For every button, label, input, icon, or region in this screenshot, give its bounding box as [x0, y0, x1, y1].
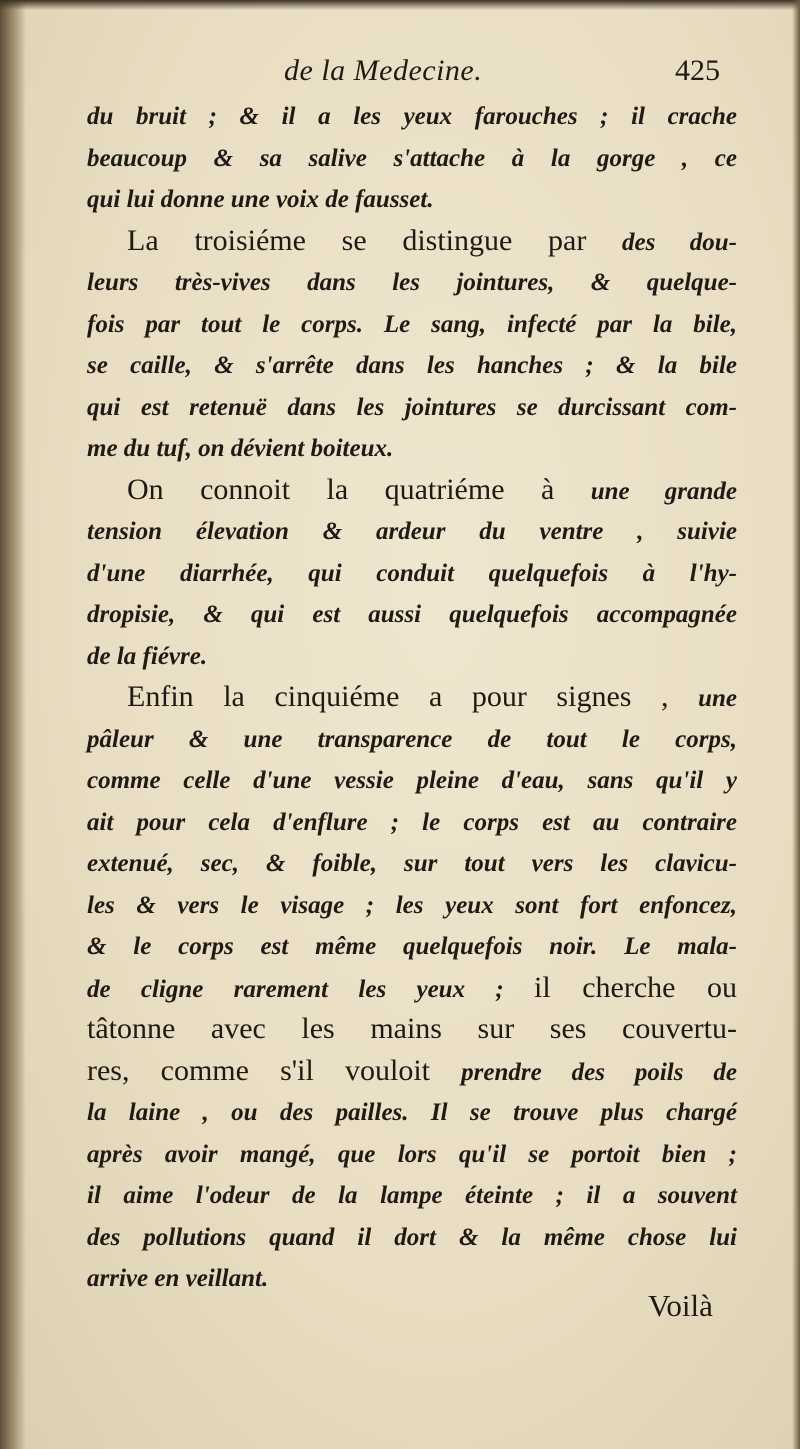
text-line	[87, 884, 737, 926]
text-line	[87, 261, 737, 303]
italic-text-segment: prendre des poils de	[461, 1058, 737, 1086]
italic-text-segment: tension élevation & ardeur du ventre , suivie	[87, 518, 737, 545]
italic-text-segment: qui lui donne une voix de fausset.	[87, 186, 434, 213]
text-line	[87, 925, 737, 967]
text-line	[87, 759, 737, 801]
italic-text-segment: & le corps est même quelquefois noir. Le mala-	[87, 933, 737, 960]
text-line	[87, 510, 737, 552]
text-line	[87, 1257, 737, 1299]
roman-text-segment: res, comme s'il vouloit	[87, 1053, 462, 1087]
italic-text-segment: beaucoup & sa salive s'attache à la gorge , ce	[87, 144, 737, 172]
text-line	[87, 635, 737, 677]
italic-text-segment: des dou-	[622, 228, 737, 256]
body-text	[87, 95, 737, 1299]
text-line	[87, 1133, 737, 1175]
text-line	[87, 1008, 737, 1050]
italic-text-segment: de cligne rarement les yeux ;	[87, 975, 534, 1003]
text-line	[87, 220, 737, 262]
page-header	[0, 52, 800, 92]
italic-text-segment: une	[698, 685, 737, 712]
italic-text-segment: comme celle d'une vessie pleine d'eau, sans qu'il y	[87, 767, 737, 794]
italic-text-segment: fois par tout le corps. Le sang, infecté par la bile,	[87, 310, 737, 338]
text-line	[87, 593, 737, 635]
italic-text-segment: ait pour cela d'enflure ; le corps est au contraire	[87, 808, 737, 836]
italic-text-segment: me du tuf, on dévient boiteux.	[87, 435, 394, 462]
italic-text-segment: extenué, sec, & foible, sur tout vers les clavicu-	[87, 850, 737, 877]
italic-text-segment: leurs très-vives dans les jointures, & quelque-	[87, 269, 737, 296]
running-title: de la Medecine.	[284, 54, 483, 87]
italic-text-segment: de la fiévre.	[87, 642, 208, 670]
italic-text-segment: se caille, & s'arrête dans les hanches ; & la bile	[87, 352, 737, 379]
text-line	[87, 1050, 737, 1092]
text-line	[87, 95, 737, 137]
roman-text-segment: tâtonne avec les mains sur ses couvertu-	[87, 1012, 737, 1045]
text-line	[87, 1216, 737, 1258]
text-line	[87, 178, 737, 220]
text-line	[87, 303, 737, 345]
catchword: Voilà	[648, 1288, 713, 1323]
text-line	[87, 344, 737, 386]
text-line	[87, 842, 737, 884]
italic-text-segment: des pollutions quand il dort & la même chose lui	[87, 1223, 737, 1251]
roman-text-segment: il cherche ou	[533, 970, 737, 1004]
italic-text-segment: du bruit ; & il a les yeux farouches ; il crache	[87, 103, 737, 130]
page-number: 425	[675, 54, 720, 87]
page-gutter-shadow	[0, 0, 26, 1449]
italic-text-segment: la laine , ou des pailles. Il se trouve plus chargé	[87, 1099, 737, 1126]
italic-text-segment: les & vers le visage ; les yeux sont fort enfoncez,	[87, 891, 737, 919]
italic-text-segment: une grande	[590, 477, 737, 505]
italic-text-segment: il aime l'odeur de la lampe éteinte ; il a souvent	[87, 1182, 737, 1209]
text-line	[87, 718, 737, 760]
text-line	[87, 427, 737, 469]
text-line	[87, 1174, 737, 1216]
italic-text-segment: dropisie, & qui est aussi quelquefois accompagnée	[87, 601, 737, 628]
page-top-edge	[0, 0, 800, 10]
text-line	[87, 469, 737, 511]
page-right-edge	[792, 0, 800, 1449]
italic-text-segment: d'une diarrhée, qui conduit quelquefois à l'hy-	[87, 559, 737, 587]
italic-text-segment: pâleur & une transparence de tout le corps,	[87, 725, 737, 753]
text-line	[87, 386, 737, 428]
text-line	[87, 137, 737, 179]
italic-text-segment: arrive en veillant.	[87, 1265, 269, 1292]
text-line	[87, 967, 737, 1009]
text-line	[87, 676, 737, 718]
italic-text-segment: après avoir mangé, que lors qu'il se portoit bien ;	[87, 1140, 737, 1168]
text-line	[87, 1091, 737, 1133]
roman-text-segment: La troisiéme se distingue par	[127, 223, 622, 257]
text-line	[87, 552, 737, 594]
roman-text-segment: On connoit la quatriéme à	[127, 472, 591, 506]
italic-text-segment: qui est retenuë dans les jointures se durcissant com-	[87, 393, 737, 421]
roman-text-segment: Enfin la cinquiéme a pour signes ,	[127, 680, 699, 713]
text-line	[87, 801, 737, 843]
